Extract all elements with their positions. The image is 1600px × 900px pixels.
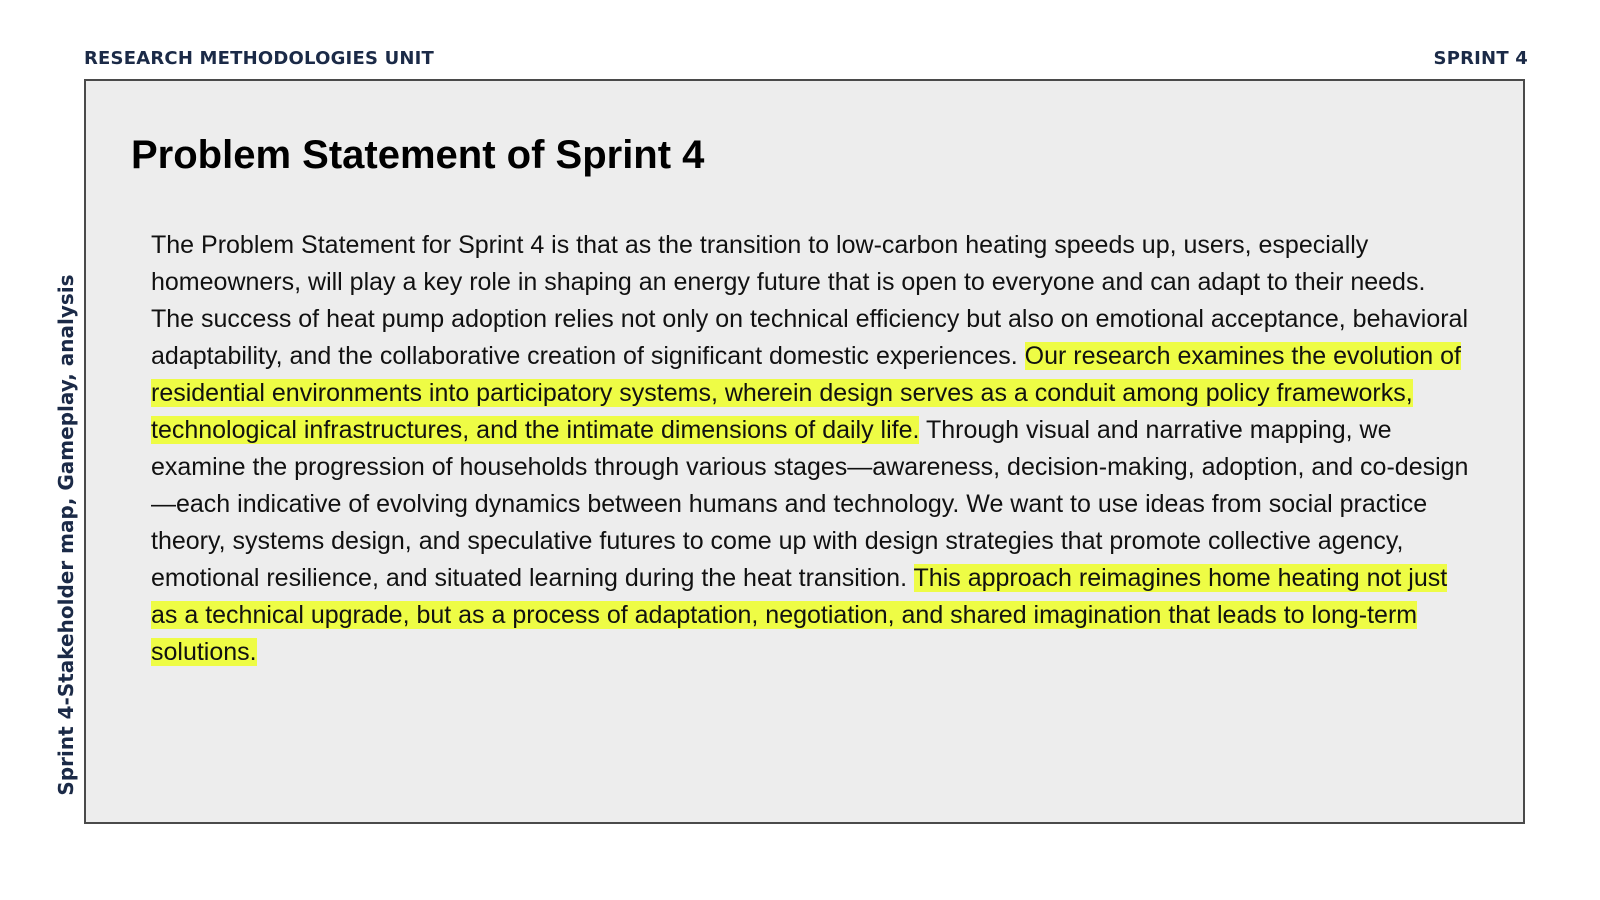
- slide-title: Problem Statement of Sprint 4: [131, 133, 705, 177]
- problem-statement-paragraph: [151, 227, 1471, 671]
- side-caption: Sprint 4-Stakeholder map, Gameplay, analysis: [54, 274, 78, 796]
- sprint-label: SPRINT 4: [1433, 48, 1528, 69]
- slide-panel: [84, 79, 1525, 824]
- highlighted-text-2: This approach reimagines home heating not just as a technical upgrade, but as a process of adaptation, negotiation, and shared imagination that leads to long-term solutions.: [151, 564, 1448, 666]
- highlighted-text-1: Our research examines the evolution of residential environments into participatory systems, wherein design serves as a conduit among policy frameworks, technological infrastructures, and the intimate dimensions of daily life.: [151, 342, 1461, 444]
- paragraph-text-2: Through visual and narrative mapping, we examine the progression of households through various stages—awareness, decision-making, adoption, and co-design—each indicative of evolving dynamics between humans and technology. We want to use ideas from social practice theory, systems design, and speculative futures to come up with design strategies that promote collective agency, emotional resilience, and situated learning during the heat transition.: [151, 416, 1469, 592]
- unit-title: RESEARCH METHODOLOGIES UNIT: [84, 48, 435, 69]
- paragraph-text-1: The Problem Statement for Sprint 4 is that as the transition to low-carbon heating speeds up, users, especially homeowners, will play a key role in shaping an energy future that is open to everyone and can adapt to their needs. The success of heat pump adoption relies not only on technical efficiency but also on emotional acceptance, behavioral adaptability, and the collaborative creation of significant domestic experiences.: [151, 231, 1469, 370]
